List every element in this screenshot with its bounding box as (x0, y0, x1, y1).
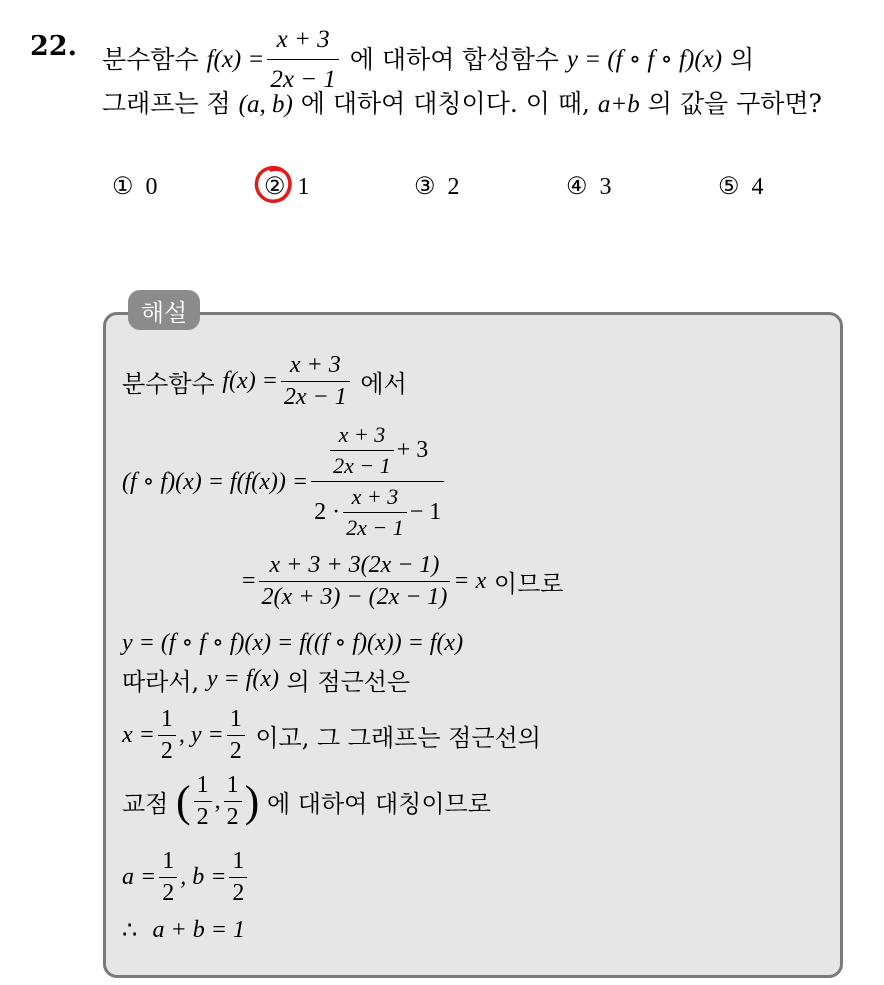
denominator: 2(x + 3) − (2x − 1) (259, 581, 451, 611)
fraction-half (158, 706, 176, 765)
answer-choices (112, 172, 812, 212)
choice-number: ③ (414, 172, 436, 200)
solution-text: 교점 (122, 790, 169, 818)
fraction (281, 352, 350, 411)
numerator: x + 3 (338, 422, 386, 447)
numerator: 1 (196, 772, 209, 798)
choice-5[interactable] (718, 172, 764, 201)
denominator: 2x − 1 (330, 450, 394, 479)
denominator: 2 (159, 877, 177, 907)
plus-three: + 3 (396, 437, 429, 463)
fraction-half (194, 772, 212, 831)
fraction (259, 552, 451, 611)
compound-denominator (311, 481, 444, 541)
numerator: x + 3 (351, 484, 399, 509)
problem-text: 에 대하여 대칭이다. 이 때, (300, 89, 590, 118)
choice-3[interactable] (414, 172, 460, 201)
numerator: x + 3 (276, 26, 330, 53)
fraction-half (229, 848, 247, 907)
denominator: 2 (158, 735, 176, 765)
point-expression: (a, b) (238, 91, 293, 118)
equals-sign: = (242, 568, 256, 594)
asymptote-y: , y = (178, 722, 224, 748)
solution-line-9 (122, 916, 245, 945)
solution-text: 의 점근선은 (286, 668, 411, 696)
solution-text: 따라서, (122, 668, 200, 696)
final-answer: a + b = 1 (152, 917, 245, 943)
numerator: x + 3 + 3(2x − 1) (269, 552, 440, 578)
choice-value: 4 (751, 174, 764, 200)
denominator: 2x − 1 (267, 59, 338, 97)
problem-number: 22. (30, 31, 77, 62)
two-times: 2 · (314, 499, 341, 525)
result-expression: = x (453, 568, 487, 594)
problem-line-2 (102, 86, 822, 122)
problem-text: 의 값을 구하면? (647, 89, 822, 118)
problem-text: 그래프는 점 (102, 89, 231, 118)
composite-function: y = (f ∘ f ∘ f)(x) (566, 46, 723, 73)
left-paren: ( (176, 776, 191, 826)
right-paren: ) (244, 776, 260, 826)
therefore-symbol: ∴ (122, 918, 138, 944)
solution-text: 이고, 그 그래프는 점근선의 (255, 724, 541, 752)
comma: , (214, 788, 221, 814)
choice-value: 1 (297, 174, 310, 200)
choice-number: ④ (566, 172, 588, 200)
inner-fraction (330, 422, 394, 479)
sum-expression: a+b (597, 91, 640, 118)
solution-line-3 (242, 552, 563, 611)
solution-line-4: y = (f ∘ f ∘ f)(x) = f((f ∘ f)(x)) = f(x) (122, 630, 464, 656)
denominator: 2 (229, 877, 247, 907)
function-label: f(x) = (222, 368, 278, 394)
function-expression: y = f(x) (206, 666, 279, 692)
fraction-half (224, 772, 242, 831)
a-value: a = (122, 864, 157, 890)
problem-text: 에 대하여 합성함수 (349, 45, 559, 74)
solution-text: 분수함수 (122, 370, 215, 398)
solution-line-8 (122, 848, 250, 907)
denominator: 2 (194, 801, 212, 831)
solution-line-1 (122, 352, 407, 411)
compound-fraction (311, 422, 444, 541)
numerator: 1 (162, 848, 175, 874)
asymptote-x: x = (122, 722, 155, 748)
denominator: 2 (227, 735, 245, 765)
inner-fraction (343, 484, 407, 541)
numerator: 1 (229, 706, 242, 732)
denominator: 2 (224, 801, 242, 831)
solution-text: 에 대하여 대칭이므로 (266, 790, 491, 818)
choice-1[interactable] (112, 172, 158, 201)
b-value: , b = (180, 864, 227, 890)
fraction-half (227, 706, 245, 765)
fraction-half (159, 848, 177, 907)
minus-one: − 1 (409, 499, 442, 525)
solution-text: 에서 (360, 370, 407, 398)
numerator: 1 (232, 848, 245, 874)
numerator: 1 (226, 772, 239, 798)
choice-2[interactable] (264, 172, 310, 201)
choice-value: 0 (145, 174, 158, 200)
compound-numerator (324, 422, 431, 481)
solution-line-7 (122, 772, 491, 831)
denominator: 2x − 1 (281, 381, 350, 411)
solution-line-6 (122, 706, 541, 765)
choice-value: 3 (599, 174, 612, 200)
problem-text: 분수함수 (102, 45, 199, 74)
numerator: x + 3 (289, 352, 341, 378)
solution-text: 이므로 (493, 570, 564, 598)
choice-number: ② (264, 172, 286, 200)
choice-value: 2 (447, 174, 460, 200)
function-label: f(x) = (206, 46, 265, 73)
composition-lhs: (f ∘ f)(x) = f(f(x)) = (122, 469, 309, 495)
solution-tab: 해설 (128, 290, 200, 330)
solution-line-2 (122, 422, 447, 541)
numerator: 1 (160, 706, 173, 732)
choice-4[interactable] (566, 172, 612, 201)
solution-line-5 (122, 662, 410, 697)
choice-number: ⑤ (718, 172, 740, 200)
choice-number: ① (112, 172, 134, 200)
denominator: 2x − 1 (343, 512, 407, 541)
problem-text: 의 (730, 45, 755, 74)
